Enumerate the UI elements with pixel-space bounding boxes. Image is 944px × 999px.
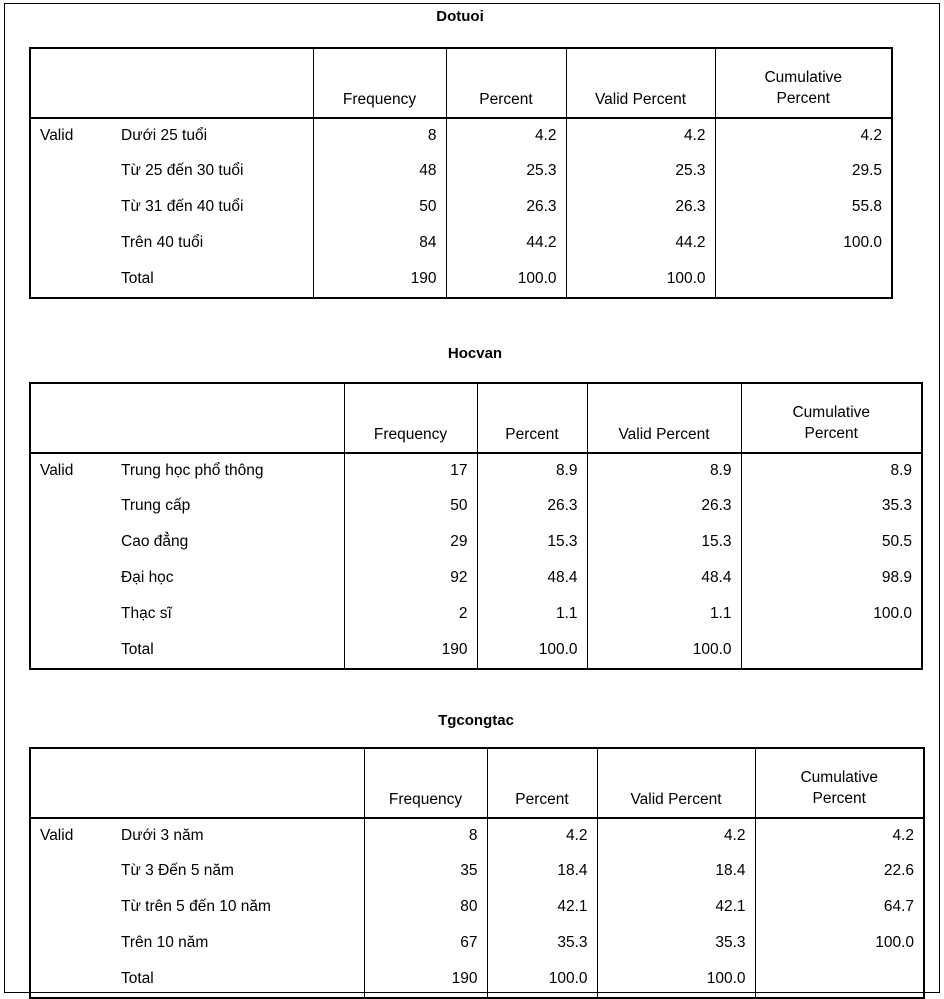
cell-valid-percent: 100.0 — [566, 261, 715, 298]
cell-percent: 4.2 — [446, 118, 566, 153]
cell-valid-percent: 100.0 — [587, 632, 741, 669]
cell-frequency: 80 — [364, 889, 487, 925]
cell-valid-percent: 100.0 — [597, 961, 755, 998]
cell-frequency: 29 — [344, 524, 477, 560]
row-label: Dưới 3 năm — [112, 818, 364, 853]
row-label: Trên 40 tuổi — [112, 225, 313, 261]
header-valid-percent: Valid Percent — [597, 748, 755, 818]
table-row — [30, 925, 924, 961]
cell-cumulative — [755, 961, 924, 998]
tgcongtac-table-block — [29, 711, 925, 999]
cell-percent: 26.3 — [477, 488, 587, 524]
cell-valid-percent: 4.2 — [597, 818, 755, 853]
cell-percent: 4.2 — [487, 818, 597, 853]
cell-percent: 25.3 — [446, 153, 566, 189]
table-row-total — [30, 961, 924, 998]
cell-frequency: 50 — [344, 488, 477, 524]
cell-valid-percent: 26.3 — [566, 189, 715, 225]
cell-frequency: 67 — [364, 925, 487, 961]
header-percent: Percent — [477, 383, 587, 453]
header-cumulative-text: Cumulative Percent — [764, 69, 843, 107]
header-cumulative-percent — [715, 48, 892, 118]
cell-percent: 18.4 — [487, 853, 597, 889]
table-row — [30, 189, 892, 225]
cell-percent: 48.4 — [477, 560, 587, 596]
header-valid-percent: Valid Percent — [566, 48, 715, 118]
table-header-row — [30, 383, 922, 453]
table-row-total — [30, 632, 922, 669]
row-label: Từ 25 đến 30 tuổi — [112, 153, 313, 189]
cell-cumulative: 64.7 — [755, 889, 924, 925]
row-label: Từ 31 đến 40 tuổi — [112, 189, 313, 225]
cell-percent: 26.3 — [446, 189, 566, 225]
cell-valid-percent: 1.1 — [587, 596, 741, 632]
header-cumulative-percent — [741, 383, 922, 453]
table-row — [30, 596, 922, 632]
cell-valid-percent: 18.4 — [597, 853, 755, 889]
dotuoi-table-block — [29, 7, 893, 299]
row-label: Cao đẳng — [112, 524, 344, 560]
cell-cumulative: 100.0 — [755, 925, 924, 961]
table-row — [30, 818, 924, 853]
cell-valid-percent: 44.2 — [566, 225, 715, 261]
cell-percent: 100.0 — [477, 632, 587, 669]
cell-frequency: 8 — [364, 818, 487, 853]
cell-frequency: 190 — [344, 632, 477, 669]
table-row — [30, 889, 924, 925]
cell-valid-percent: 15.3 — [587, 524, 741, 560]
table-row-total — [30, 261, 892, 298]
row-label: Trung cấp — [112, 488, 344, 524]
header-valid-percent: Valid Percent — [587, 383, 741, 453]
cell-valid-percent: 48.4 — [587, 560, 741, 596]
cell-frequency: 190 — [313, 261, 446, 298]
cell-cumulative: 55.8 — [715, 189, 892, 225]
table-header-row — [30, 748, 924, 818]
cell-cumulative: 4.2 — [715, 118, 892, 153]
cell-cumulative: 100.0 — [715, 225, 892, 261]
cell-cumulative: 35.3 — [741, 488, 922, 524]
cell-percent: 1.1 — [477, 596, 587, 632]
header-cumulative-percent — [755, 748, 924, 818]
row-label: Total — [112, 261, 313, 298]
cell-cumulative: 29.5 — [715, 153, 892, 189]
table-row — [30, 524, 922, 560]
cell-percent: 15.3 — [477, 524, 587, 560]
row-label: Trên 10 năm — [112, 925, 364, 961]
group-label: Valid — [40, 127, 74, 144]
cell-frequency: 8 — [313, 118, 446, 153]
row-label: Đại học — [112, 560, 344, 596]
table-row — [30, 453, 922, 488]
cell-valid-percent: 42.1 — [597, 889, 755, 925]
cell-frequency: 2 — [344, 596, 477, 632]
table-row — [30, 853, 924, 889]
cell-cumulative — [741, 632, 922, 669]
row-label: Total — [112, 632, 344, 669]
cell-frequency: 48 — [313, 153, 446, 189]
header-frequency: Frequency — [364, 748, 487, 818]
row-label: Thạc sĩ — [112, 596, 344, 632]
cell-cumulative — [715, 261, 892, 298]
cell-cumulative: 8.9 — [741, 453, 922, 488]
table-title: Tgcongtac — [438, 712, 514, 729]
frequency-table — [29, 747, 925, 999]
header-cumulative-text: Cumulative Percent — [792, 404, 871, 442]
table-title: Hocvan — [447, 345, 503, 362]
cell-cumulative: 100.0 — [741, 596, 922, 632]
row-label: Từ trên 5 đến 10 năm — [112, 889, 364, 925]
cell-percent: 42.1 — [487, 889, 597, 925]
cell-percent: 8.9 — [477, 453, 587, 488]
table-row — [30, 153, 892, 189]
hocvan-table-block — [29, 344, 923, 670]
header-cumulative-text: Cumulative Percent — [800, 769, 879, 807]
row-label: Trung học phổ thông — [112, 453, 344, 488]
cell-cumulative: 4.2 — [755, 818, 924, 853]
row-label: Từ 3 Đến 5 năm — [112, 853, 364, 889]
cell-frequency: 92 — [344, 560, 477, 596]
cell-cumulative: 50.5 — [741, 524, 922, 560]
cell-valid-percent: 35.3 — [597, 925, 755, 961]
group-label: Valid — [40, 827, 74, 844]
table-header-row — [30, 48, 892, 118]
cell-frequency: 50 — [313, 189, 446, 225]
frequency-table — [29, 47, 893, 299]
table-row — [30, 225, 892, 261]
header-percent: Percent — [446, 48, 566, 118]
cell-frequency: 17 — [344, 453, 477, 488]
row-label: Dưới 25 tuổi — [112, 118, 313, 153]
table-row — [30, 118, 892, 153]
header-percent: Percent — [487, 748, 597, 818]
cell-percent: 44.2 — [446, 225, 566, 261]
cell-percent: 100.0 — [487, 961, 597, 998]
cell-valid-percent: 26.3 — [587, 488, 741, 524]
header-frequency: Frequency — [313, 48, 446, 118]
cell-percent: 35.3 — [487, 925, 597, 961]
cell-percent: 100.0 — [446, 261, 566, 298]
table-row — [30, 560, 922, 596]
row-label: Total — [112, 961, 364, 998]
header-frequency: Frequency — [344, 383, 477, 453]
table-title: Dotuoi — [436, 8, 484, 25]
frequency-table — [29, 382, 923, 670]
table-row — [30, 488, 922, 524]
cell-frequency: 35 — [364, 853, 487, 889]
cell-valid-percent: 4.2 — [566, 118, 715, 153]
cell-frequency: 190 — [364, 961, 487, 998]
output-frame — [4, 3, 940, 993]
cell-valid-percent: 25.3 — [566, 153, 715, 189]
cell-valid-percent: 8.9 — [587, 453, 741, 488]
cell-cumulative: 98.9 — [741, 560, 922, 596]
cell-cumulative: 22.6 — [755, 853, 924, 889]
group-label: Valid — [40, 462, 74, 479]
cell-frequency: 84 — [313, 225, 446, 261]
